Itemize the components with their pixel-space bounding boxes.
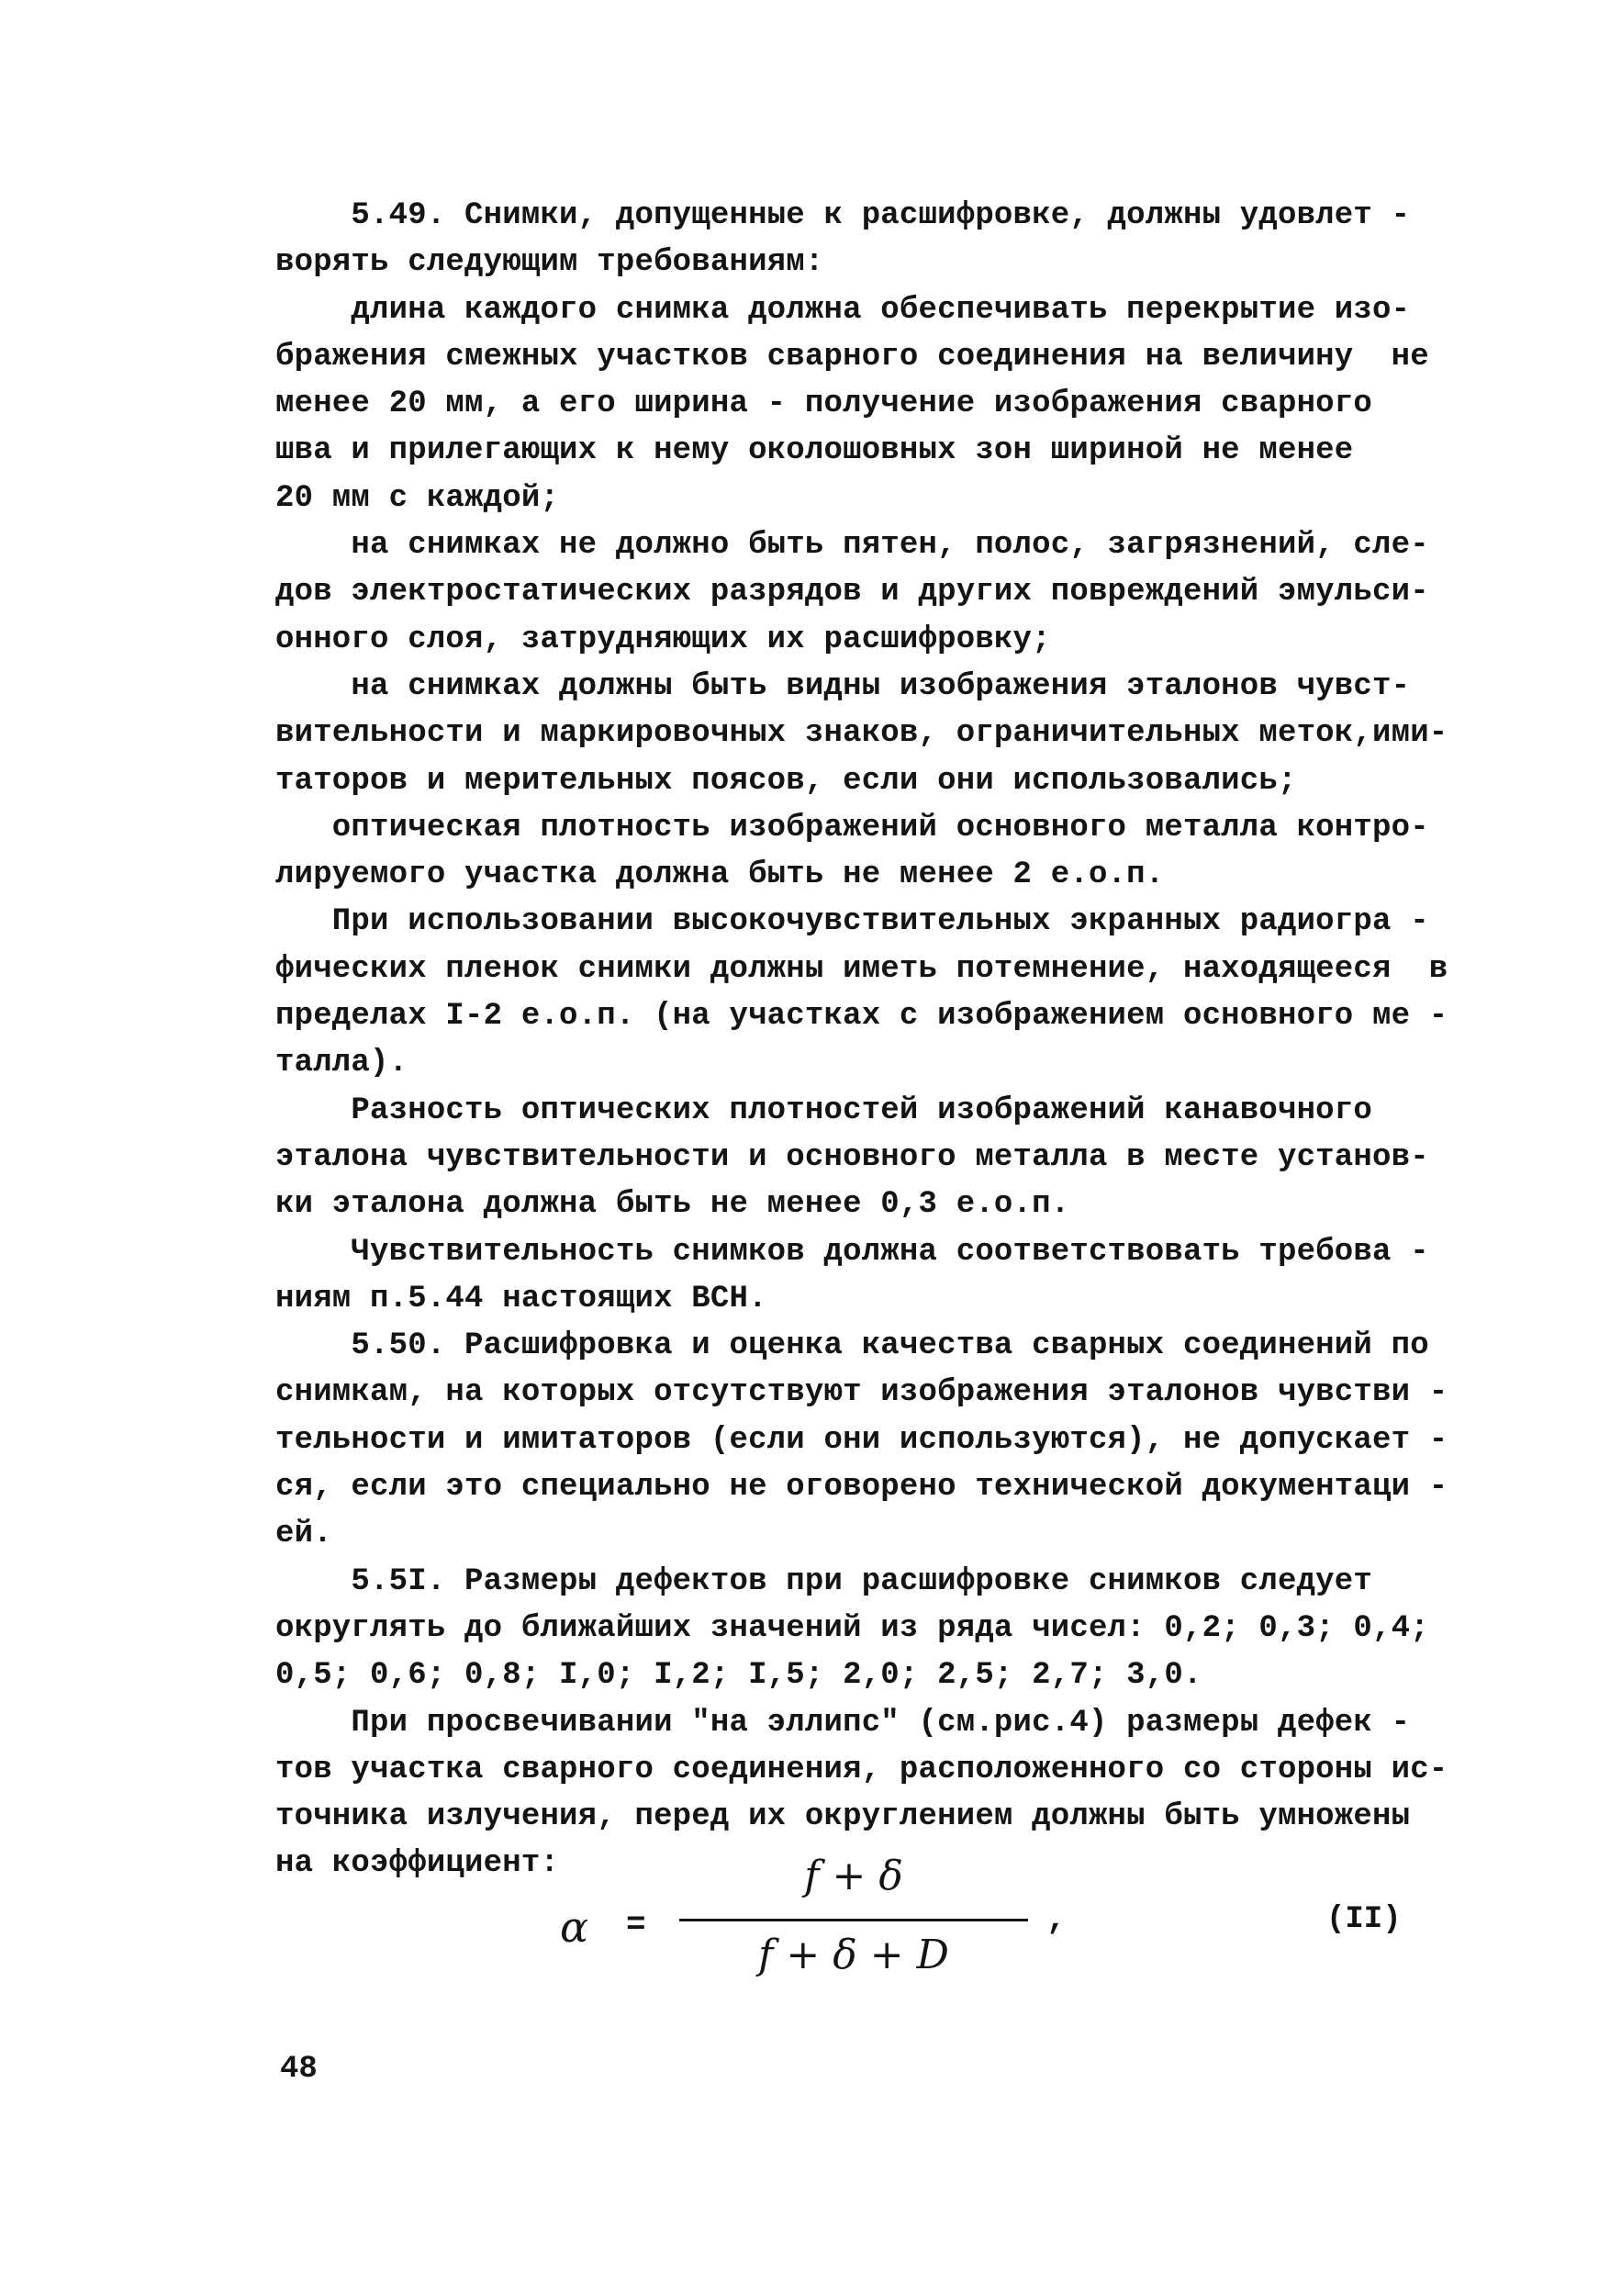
text-line: талла). bbox=[275, 1046, 408, 1081]
text-line: эталона чувствительности и основного металла в месте установ- bbox=[275, 1139, 1429, 1175]
text-line: менее 20 мм, а его ширина - получение изображения сварного bbox=[275, 386, 1372, 422]
text-line: онного слоя, затрудняющих их расшифровку; bbox=[275, 622, 1051, 657]
text-line: дов электростатических разрядов и других повреждений эмульси- bbox=[275, 575, 1429, 610]
fraction-bar bbox=[679, 1919, 1028, 1921]
text-line: тельности и имитаторов (если они используются), не допускает - bbox=[275, 1422, 1448, 1458]
text-line: 0,5; 0,6; 0,8; I,0; I,2; I,5; 2,0; 2,5; 2,7; 3,0. bbox=[275, 1658, 1202, 1694]
text-line: ворять следующим требованиям: bbox=[275, 245, 824, 281]
text-line: 5.49. Снимки, допущенные к расшифровке, должны удовлет - bbox=[275, 198, 1411, 233]
text-line: на снимках не должно быть пятен, полос, загрязнений, сле- bbox=[275, 528, 1429, 564]
text-line: 20 мм с каждой; bbox=[275, 480, 560, 516]
text-line: 5.50. Расшифровка и оценка качества сварных соединений по bbox=[275, 1328, 1429, 1364]
text-line: 5.5I. Размеры дефектов при расшифровке снимков следует bbox=[275, 1563, 1372, 1599]
formula-equals: = bbox=[626, 1906, 646, 1943]
formula-trailing-comma: , bbox=[1046, 1900, 1067, 1938]
formula-numerator: f + δ bbox=[804, 1853, 903, 1899]
text-line: точника излучения, перед их округлением должны быть умножены bbox=[275, 1799, 1411, 1835]
text-line: округлять до ближайших значений из ряда чисел: 0,2; 0,3; 0,4; bbox=[275, 1610, 1429, 1646]
text-line: вительности и маркировочных знаков, ограничительных меток,ими- bbox=[275, 716, 1448, 752]
formula-denominator: f + δ + D bbox=[758, 1932, 949, 1978]
text-line: ся, если это специально не оговорено технической документаци - bbox=[275, 1470, 1448, 1506]
text-line: бражения смежных участков сварного соединения на величину не bbox=[275, 339, 1429, 375]
text-line: на коэффициент: bbox=[275, 1846, 560, 1882]
text-line: ниям п.5.44 настоящих ВСН. bbox=[275, 1281, 767, 1316]
text-line: шва и прилегающих к нему околошовных зон шириной не менее bbox=[275, 433, 1354, 469]
text-line: длина каждого снимка должна обеспечивать перекрытие изо- bbox=[275, 292, 1411, 328]
text-line: Разность оптических плотностей изображений канавочного bbox=[275, 1092, 1372, 1128]
text-line: ей. bbox=[275, 1517, 332, 1552]
body-text bbox=[275, 193, 1469, 1888]
coefficient-formula bbox=[551, 1854, 1469, 2001]
page-number: 48 bbox=[280, 2052, 318, 2087]
text-line: лируемого участка должна быть не менее 2 е.о.п. bbox=[275, 857, 1165, 893]
text-line: При просвечивании "на эллипс" (см.рис.4) размеры дефек - bbox=[275, 1705, 1411, 1741]
text-line: таторов и мерительных поясов, если они использовались; bbox=[275, 763, 1297, 799]
text-line: При использовании высокочувствительных экранных радиогра - bbox=[275, 904, 1429, 940]
text-line: Чувствительность снимков должна соответствовать требова - bbox=[275, 1234, 1429, 1270]
text-line: оптическая плотность изображений основного металла контро- bbox=[275, 810, 1429, 846]
formula-reference-number: (II) bbox=[1326, 1902, 1402, 1937]
text-line: тов участка сварного соединения, расположенного со стороны ис- bbox=[275, 1752, 1448, 1787]
text-line: на снимках должны быть видны изображения эталонов чувст- bbox=[275, 668, 1411, 704]
text-line: фических пленок снимки должны иметь потемнение, находящееся в bbox=[275, 951, 1448, 987]
text-line: пределах I-2 е.о.п. (на участках с изображением основного ме - bbox=[275, 999, 1448, 1035]
text-line: ки эталона должна быть не менее 0,3 е.о.п. bbox=[275, 1187, 1070, 1223]
formula-lhs: α bbox=[560, 1902, 589, 1952]
text-line: снимкам, на которых отсутствуют изображения эталонов чувстви - bbox=[275, 1375, 1448, 1411]
